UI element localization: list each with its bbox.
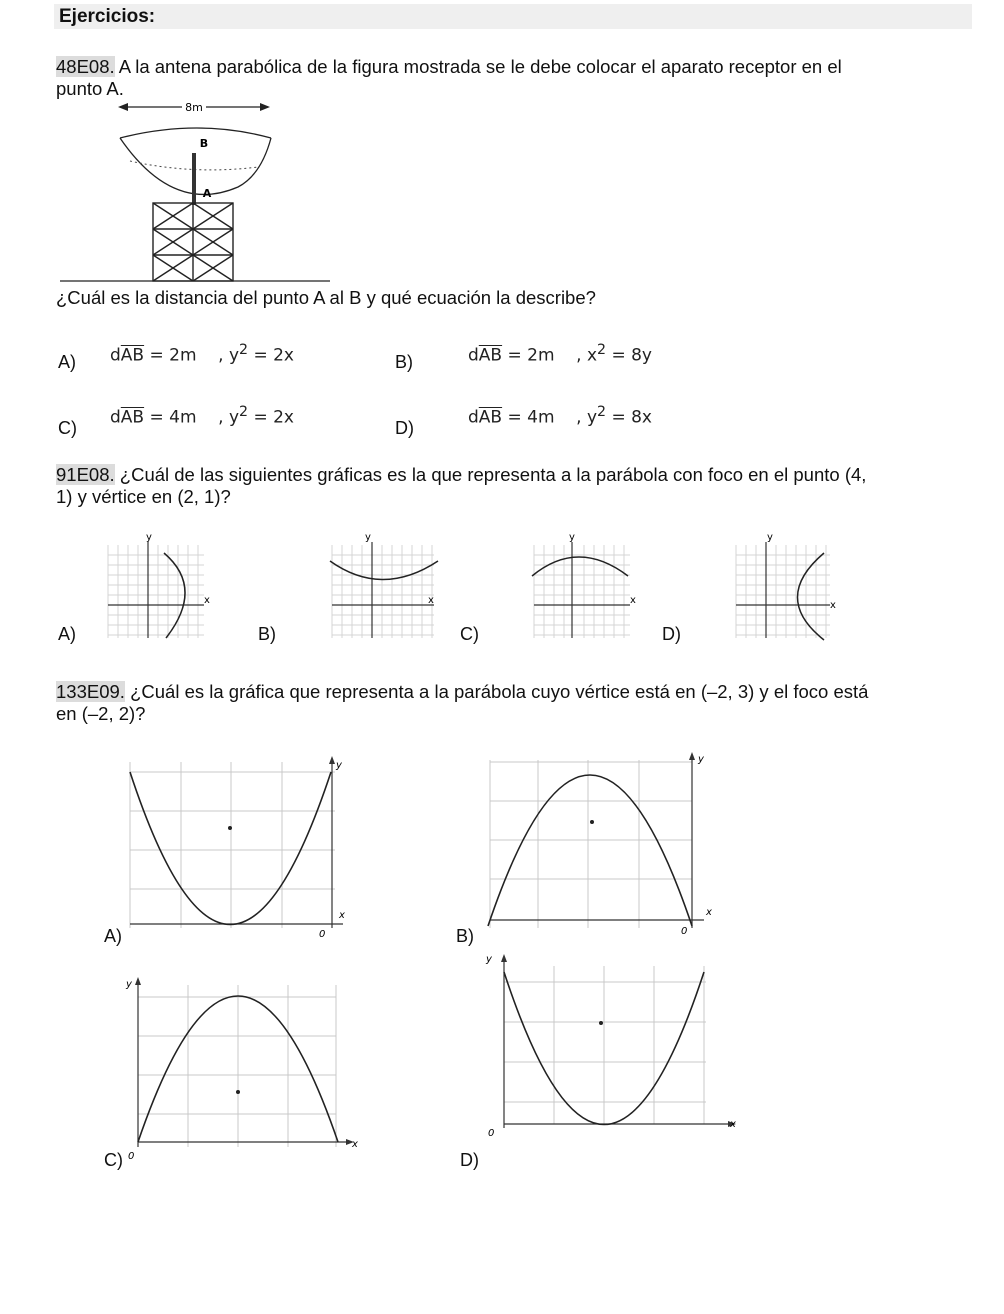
q3-option-c-label[interactable]: C) [104,1150,123,1170]
question-91E08 [56,464,976,508]
x-axis-label: x [830,600,836,611]
tower [153,203,233,281]
width-label: 8m [185,101,203,114]
question-text-line2: 1) y vértice en (2, 1)? [56,486,231,507]
q2-option-a-label[interactable]: A) [58,624,76,644]
focus-point [590,820,594,824]
y-axis-label: y [767,532,773,543]
question-48E08 [56,56,976,100]
y-axis-label: y [569,532,575,543]
option-a-formula: $d\overline{AB} = 2m$ , $y^2 = 2x$ [110,342,294,366]
q2-graph-d [726,528,851,646]
y-axis-label: y [365,532,371,543]
y-axis-label: y [486,954,492,965]
y-axis-label: y [336,760,342,771]
dish-rim [120,128,271,138]
q3-graph-b [482,750,722,940]
question-prompt: ¿Cuál es la distancia del punto A al B y qué ecuación la describe? [56,287,596,308]
question-code: 91E08. [56,464,115,485]
q3-graph-d [482,952,742,1142]
option-a-label[interactable]: A) [58,352,76,372]
focus-point [228,826,232,830]
section-header [54,4,972,29]
x-axis-label: x [352,1139,358,1150]
point-b-label: B [199,137,209,150]
q3-option-b-label[interactable]: B) [456,926,474,946]
q2-option-b-label[interactable]: B) [258,624,276,644]
question-code: 133E09. [56,681,125,702]
x-axis-label: x [706,907,712,918]
y-axis-label: y [698,754,704,765]
option-b-formula: $d\overline{AB} = 2m$ , $x^2 = 8y$ [468,342,652,366]
question-text-line1: A la antena parabólica de la figura mostrada se le debe colocar el aparato receptor en el [114,56,842,77]
y-axis-label: y [146,532,152,543]
arrow-head-left [118,103,128,111]
origin-label: 0 [681,926,688,937]
origin-label: 0 [488,1128,495,1139]
question-text-line1: ¿Cuál de las siguientes gráficas es la que representa a la parábola con foco en el punto (4, [114,464,867,485]
antenna-figure [58,95,333,285]
option-d-label[interactable]: D) [395,418,414,438]
q3-option-a-label[interactable]: A) [104,926,122,946]
q2-option-c-label[interactable]: C) [460,624,479,644]
focus-point [599,1021,603,1025]
origin-label: 0 [128,1151,135,1162]
option-c-formula: $d\overline{AB} = 4m$ , $y^2 = 2x$ [110,404,294,428]
focus-point [236,1090,240,1094]
q2-option-d-label[interactable]: D) [662,624,681,644]
option-c-label[interactable]: C) [58,418,77,438]
question-text-line2: punto A. [56,78,124,99]
x-axis-label: x [730,1119,736,1130]
x-axis-label: x [630,595,636,606]
origin-label: 0 [319,929,326,940]
x-axis-label: x [428,595,434,606]
y-axis-label: y [126,979,132,990]
option-b-label[interactable]: B) [395,352,413,372]
q2-graph-c [526,528,646,646]
x-axis-label: x [204,595,210,606]
option-d-formula: $d\overline{AB} = 4m$ , $y^2 = 8x$ [468,404,652,428]
question-text-line2: en (–2, 2)? [56,703,146,724]
x-axis-label: x [339,910,345,921]
receiver-pole [192,153,196,205]
parabola-curve [798,553,825,640]
question-code: 48E08. [56,56,115,77]
point-a-label: A [202,187,212,200]
question-133E09 [56,681,976,725]
q2-graph-a [100,528,220,646]
arrow-head-right [260,103,270,111]
parabola-curve [488,775,692,926]
q3-graph-c [126,975,356,1165]
section-title: Ejercicios: [59,6,156,27]
question-text-line1: ¿Cuál es la gráfica que representa a la parábola cuyo vértice está en (–2, 3) y el foco está [124,681,869,702]
q2-graph-b [322,528,447,646]
q3-option-d-label[interactable]: D) [460,1150,479,1170]
q3-graph-a [125,752,355,942]
